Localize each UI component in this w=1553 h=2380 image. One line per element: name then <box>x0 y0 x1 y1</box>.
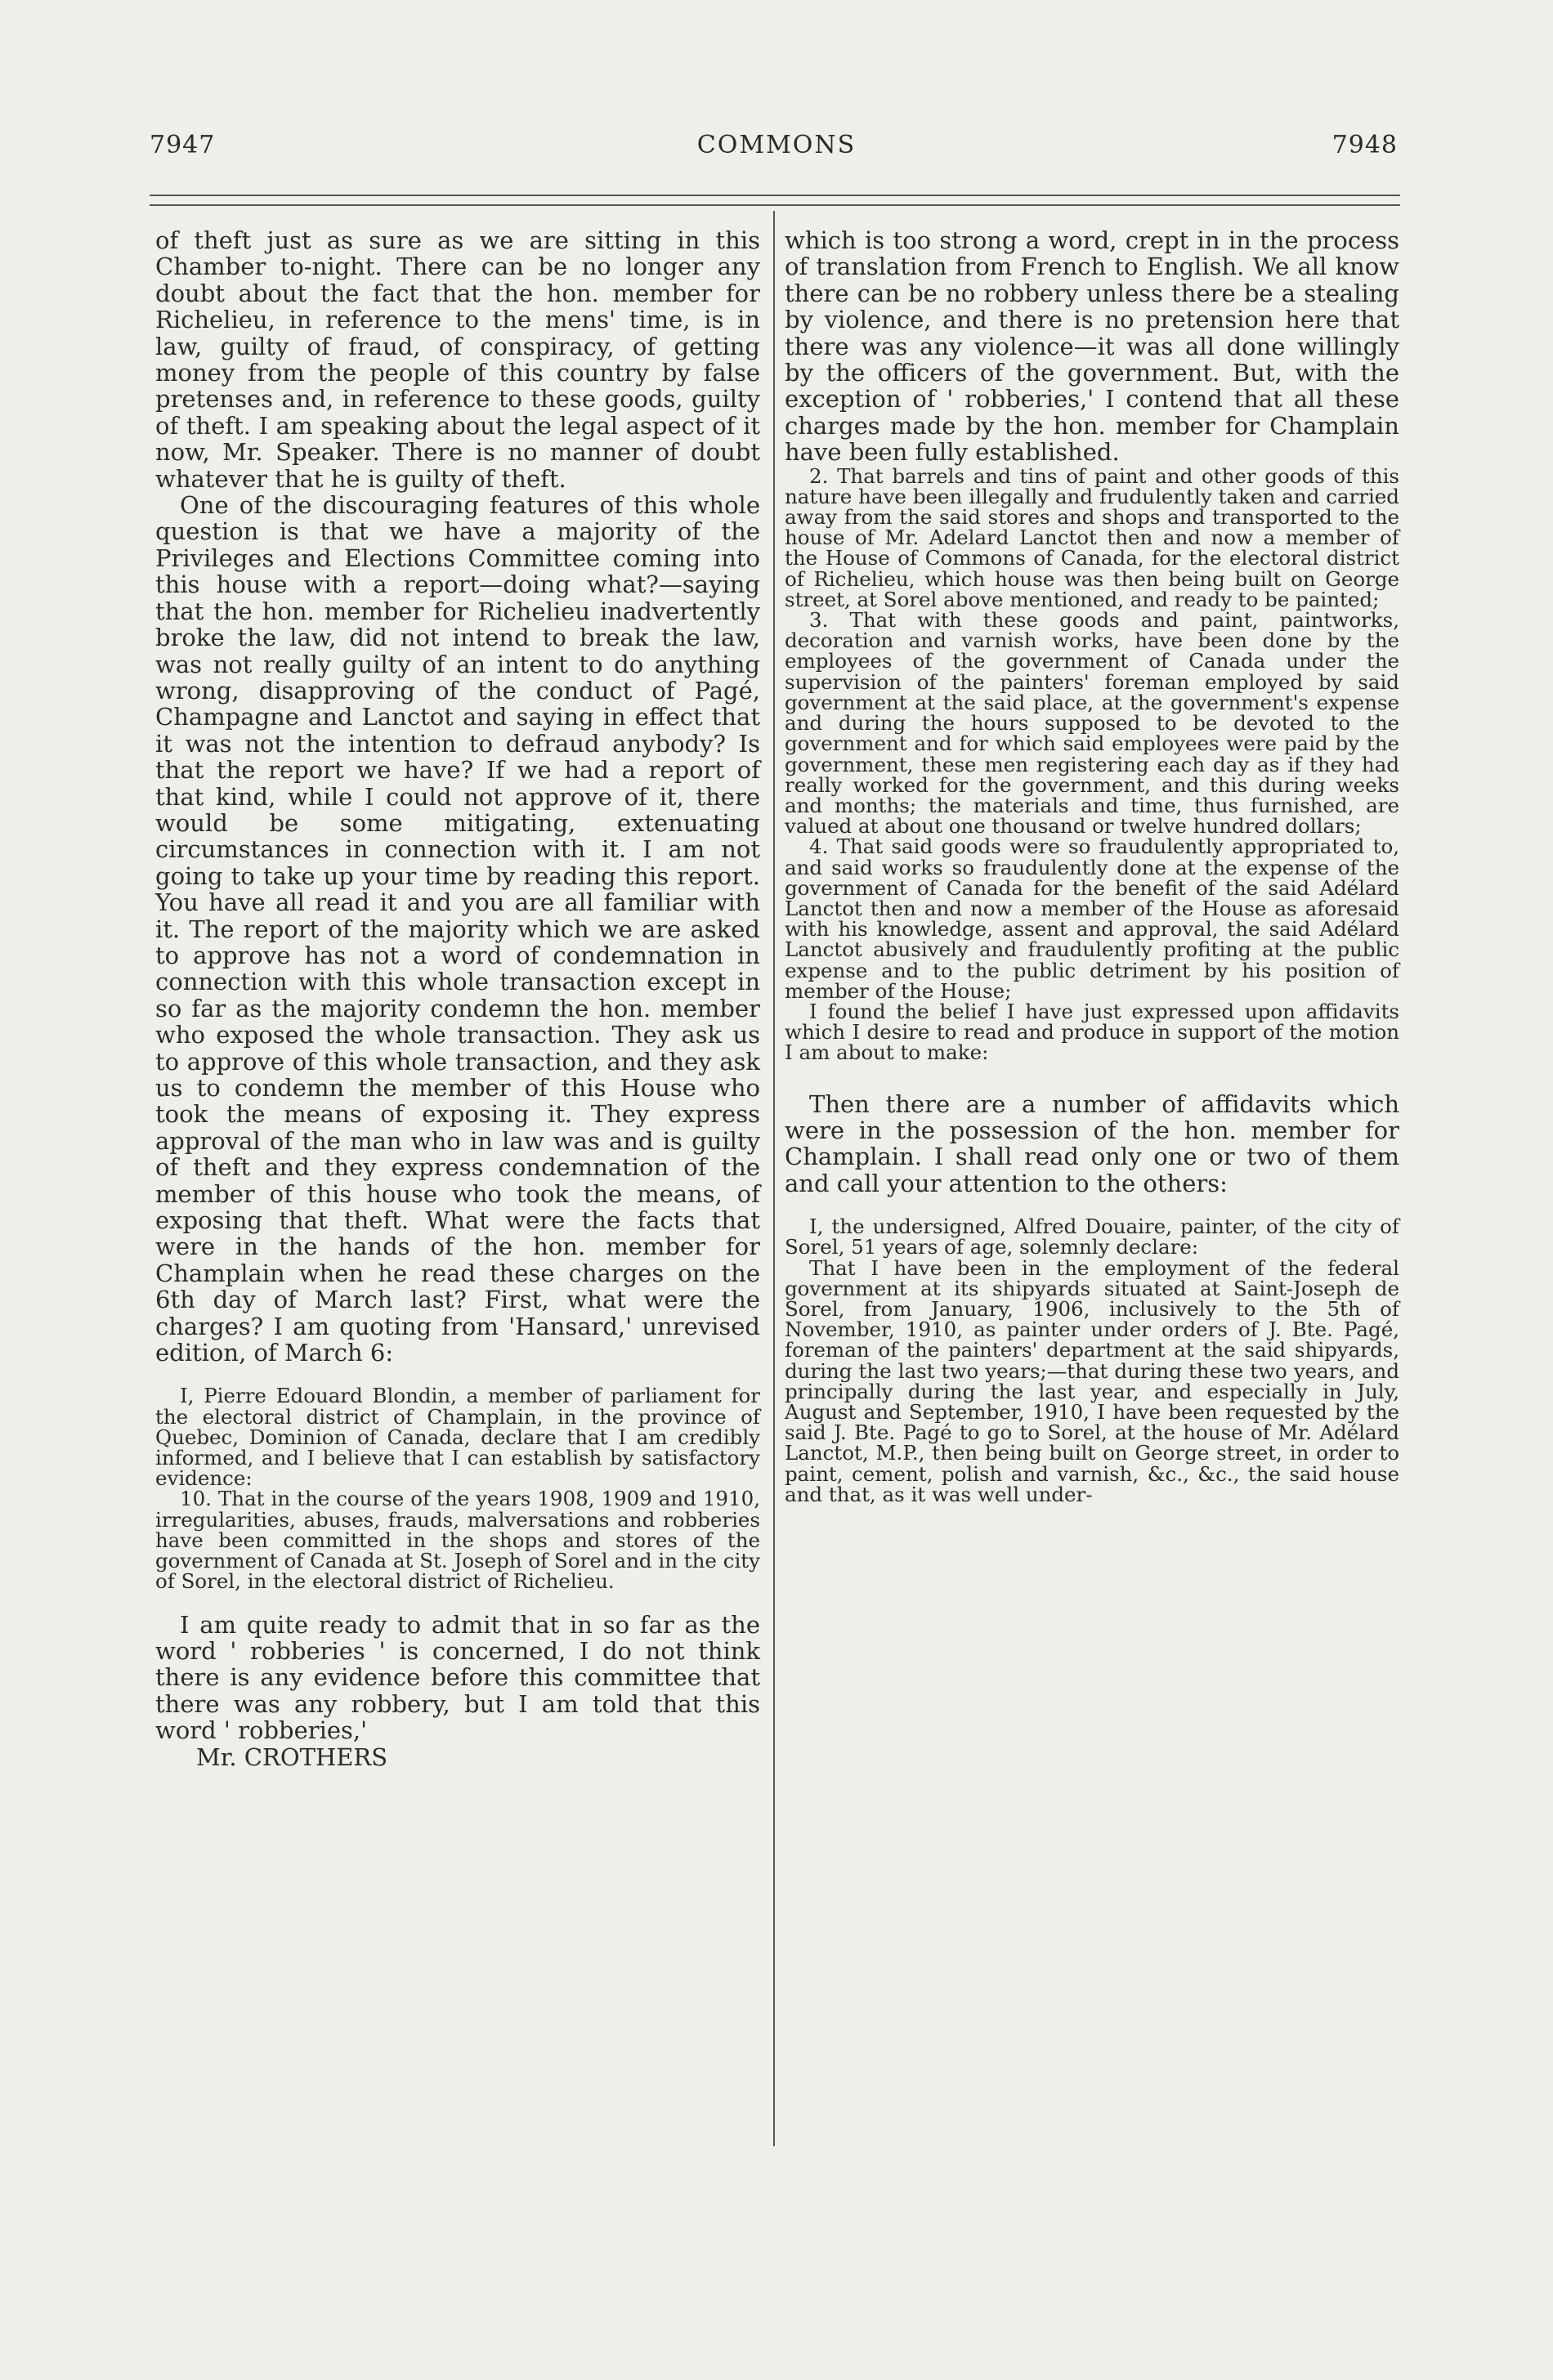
right-column <box>785 227 1399 1505</box>
spacer <box>155 1592 760 1612</box>
right-paragraph-1: which is too strong a word, crept in in the process of translation from French to English. We all know there can be no robbery unless there be a stealing by violence, and there is no pretension here that there was any violence—it was all done willingly by the officers of the government. But, with the exception of ' robberies,' I contend that all these charges made by the hon. member for Champlain have been fully established. <box>785 226 1399 467</box>
page-number-right: 7948 <box>1331 131 1398 159</box>
spacer <box>785 1063 1399 1091</box>
spacer <box>785 1197 1399 1216</box>
right-quote-affidavit-body: That I have been in the employment of the federal government at its shipyards situated at Saint-Joseph de Sorel, from January, 1906, inclusively to the 5th of November, 1910, as painter under orders of J. Bte. Pagé, foreman of the painters' department at the said shipyards, during the last two years;—that during these two years, and principally during the last year, and especially in July, August and September, 1910, I have been requested by the said J. Bte. Pagé to go to Sorel, at the house of Mr. Adélard Lanctot, M.P., then being built on George street, in order to paint, cement, polish and varnish, &c., &c., the said house and that, as it was well under- <box>785 1255 1399 1506</box>
right-quote-affidavit-intro: I, the undersigned, Alfred Douaire, painter, of the city of Sorel, 51 years of age, solemnly declare: <box>785 1215 1399 1259</box>
page-number-left: 7947 <box>150 131 216 159</box>
left-quote-1: I, Pierre Edouard Blondin, a member of parliament for the electoral district of Champlain, in the province of Quebec, Dominion of Canada, declare that I am credibly informed, and I believe that I can establish by satisfactory evidence: <box>155 1384 760 1491</box>
column-divider <box>773 211 775 2146</box>
left-paragraph-3: I am quite ready to admit that in so far as the word ' robberies ' is concerned, I do not think there is any evidence before this committee that there was any robbery, but I am told that this word ' robberies,' <box>155 1610 760 1745</box>
left-column <box>155 227 760 1770</box>
right-quote-3: 3. That with these goods and paint, paintworks, decoration and varnish works, have been done by the employees of the government of Canada under the supervision of the painters' foreman employed by said government at the said place, at the government's expense and during the hours supposed to be devoted to the government and for which said employees were paid by the government, these men registering each day as if they had really worked for the government, and this during weeks and months; the materials and time, thus furnished, are valued at about one thousand or twelve hundred dollars; <box>785 608 1399 839</box>
header-rule-top <box>150 195 1400 196</box>
spacer <box>155 1366 760 1385</box>
left-paragraph-1: of theft just as sure as we are sitting in this Chamber to-night. There can be no longer any doubt about the fact that the hon. member for Richelieu, in reference to the mens' time, is in law, guilty of fraud, of conspiracy, of getting money from the people of this country by false pretenses and, in reference to these goods, guilty of theft. I am speaking about the legal aspect of it now, Mr. Speaker. There is no manner of doubt whatever that he is guilty of theft. <box>155 226 760 493</box>
speaker-name: Mr. CROTHERS <box>196 1742 388 1771</box>
right-quote-2: 2. That barrels and tins of paint and other goods of this nature have been illegally and frudulently taken and carried away from the said stores and shops and transported to the house of Mr. Adelard Lanctot then and now a member of the House of Commons of Canada, for the electoral district of Richelieu, which house was then being built on George street, at Sorel above mentioned, and ready to be painted; <box>785 463 1399 611</box>
header-rule-bottom <box>150 204 1400 206</box>
left-paragraph-2: One of the discouraging features of this whole question is that we have a majority of the Privileges and Elections Committee coming into this house with a report—doing what?—saying that the hon. member for Richelieu inadvertently broke the law, did not intend to break the law, was not really guilty of an intent to do anything wrong, disapproving of the conduct of Pagé, Champagne and Lanctot and saying in effect that it was not the intention to defraud anybody? Is that the report we have? If we had a report of that kind, while I could not approve of it, there would be some mitigating, extenuating circumstances in connection with it. I am not going to take up your time by reading this report. You have all read it and you are all familiar with it. The report of the majority which we are asked to approve has not a word of condemnation in connection with this whole transaction except in so far as the majority condemn the hon. member who exposed the whole transaction. They ask us to approve of this whole transaction, and they ask us to condemn the member of this House who took the means of exposing it. They express approval of the man who in law was and is guilty of theft and they express condemnation of the member of this house who took the means, of exposing that theft. What were the facts that were in the hands of the hon. member for Champlain when he read these charges on the 6th day of March last? First, what were the charges? I am quoting from 'Hansard,' unrevised edition, of March 6: <box>155 491 760 1367</box>
left-quote-2: 10. That in the course of the years 1908, 1909 and 1910, irregularities, abuses, frauds, malversations and robberies have been committed in the shops and stores of the government of Canada at St. Joseph of Sorel and in the city of Sorel, in the electoral district of Richelieu. <box>155 1487 760 1594</box>
right-quote-4: 4. That said goods were so fraudulently appropriated to, and said works so fraudulently done at the expense of the government of Canada for the benefit of the said Adélard Lanctot then and now a member of the House as aforesaid with his knowledge, assent and approval, the said Adélard Lanctot abusively and fraudulently profiting at the public expense and to the public detriment by his position of member of the House; <box>785 834 1399 1003</box>
right-paragraph-2: Then there are a number of affidavits which were in the possession of the hon. member for Champlain. I shall read only one or two of them and call your attention to the others: <box>785 1089 1399 1197</box>
running-title: COMMONS <box>696 131 857 159</box>
right-quote-belief: I found the belief I have just expressed upon affidavits which I desire to read and produce in support of the motion I am about to make: <box>785 999 1399 1065</box>
